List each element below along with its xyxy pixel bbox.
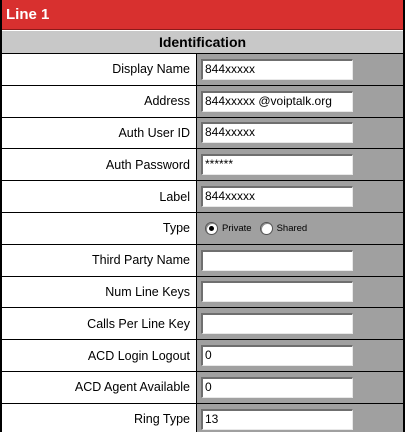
- acd-login-logout-row: [2, 340, 403, 372]
- num-line-keys-label: Num Line Keys: [2, 277, 197, 308]
- auth-password-label: Auth Password: [2, 149, 197, 180]
- auth-user-id-row: [2, 118, 403, 150]
- type-row: [2, 213, 403, 245]
- ring-type-cell: [197, 404, 403, 432]
- label-cell: [197, 181, 403, 212]
- label-input[interactable]: 844xxxxx: [201, 186, 353, 207]
- auth-password-cell: [197, 149, 403, 180]
- auth-user-id-input[interactable]: 844xxxxx: [201, 122, 353, 143]
- auth-user-id-cell: [197, 118, 403, 149]
- auth-password-row: [2, 149, 403, 181]
- display-name-row: [2, 54, 403, 86]
- acd-login-logout-cell: [197, 340, 403, 371]
- calls-per-line-key-input[interactable]: [201, 313, 353, 334]
- address-label: Address: [2, 86, 197, 117]
- third-party-name-input[interactable]: [201, 250, 353, 271]
- num-line-keys-cell: [197, 277, 403, 308]
- calls-per-line-key-cell: [197, 308, 403, 339]
- type-private-radio[interactable]: [205, 222, 218, 235]
- display-name-cell: [197, 54, 403, 85]
- address-row: [2, 86, 403, 118]
- third-party-name-cell: [197, 245, 403, 276]
- acd-login-logout-input[interactable]: 0: [201, 345, 353, 366]
- ring-type-label: Ring Type: [2, 404, 197, 432]
- acd-agent-available-label: ACD Agent Available: [2, 372, 197, 403]
- section-header: Identification: [2, 30, 403, 54]
- label-row: [2, 181, 403, 213]
- type-private-label[interactable]: Private: [222, 222, 252, 234]
- display-name-label: Display Name: [2, 54, 197, 85]
- acd-login-logout-label: ACD Login Logout: [2, 340, 197, 371]
- type-label: Type: [2, 213, 197, 244]
- ring-type-row: [2, 404, 403, 432]
- type-cell: [197, 213, 403, 244]
- third-party-name-label: Third Party Name: [2, 245, 197, 276]
- page-title: Line 1: [2, 0, 403, 30]
- auth-user-id-label: Auth User ID: [2, 118, 197, 149]
- type-shared-radio[interactable]: [260, 222, 273, 235]
- display-name-input[interactable]: 844xxxxx: [201, 59, 353, 80]
- auth-password-input[interactable]: ******: [201, 154, 353, 175]
- acd-agent-available-row: [2, 372, 403, 404]
- calls-per-line-key-label: Calls Per Line Key: [2, 308, 197, 339]
- third-party-name-row: [2, 245, 403, 277]
- radio-selected-dot: [209, 226, 214, 231]
- address-input[interactable]: 844xxxxx @voiptalk.org: [201, 91, 353, 112]
- num-line-keys-row: [2, 277, 403, 309]
- num-line-keys-input[interactable]: [201, 281, 353, 302]
- label-label: Label: [2, 181, 197, 212]
- type-shared-label[interactable]: Shared: [276, 222, 308, 234]
- address-cell: [197, 86, 403, 117]
- ring-type-input[interactable]: 13: [201, 409, 353, 430]
- type-radio-group: [201, 222, 311, 235]
- acd-agent-available-cell: [197, 372, 403, 403]
- acd-agent-available-input[interactable]: 0: [201, 377, 353, 398]
- calls-per-line-key-row: [2, 308, 403, 340]
